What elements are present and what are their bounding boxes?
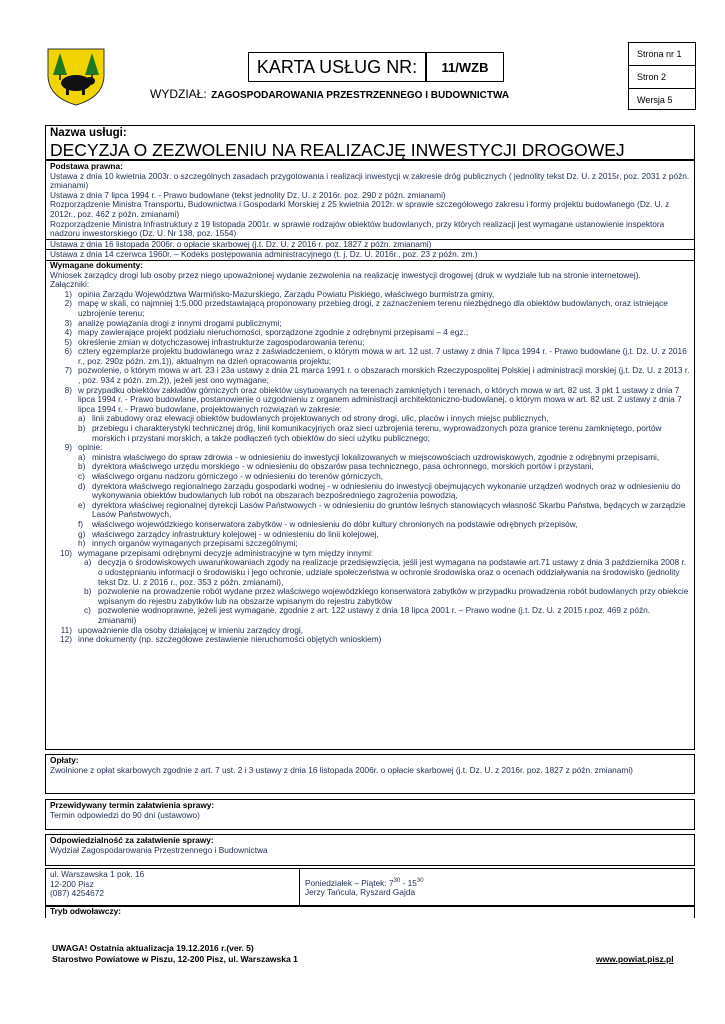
item-text: opinia Zarządu Województwa Warmińsko-Mazurskiego, Zarządu Powiatu Piskiego, właściwego burmistrza gminy, bbox=[78, 288, 495, 299]
item-number: 12) bbox=[60, 634, 72, 645]
page-info-box bbox=[628, 42, 696, 110]
appeal-label: Tryb odwoławczy: bbox=[50, 906, 121, 916]
sub-item-letter: c) bbox=[78, 471, 85, 481]
service-name: DECYZJA O ZEZWOLENIU NA REALIZACJĘ INWESTYCJI DROGOWEJ bbox=[50, 140, 625, 160]
contact-section bbox=[45, 868, 695, 906]
address-line: ul. Warszawska 1 pok. 16 bbox=[50, 869, 145, 879]
sub-item-text: właściwego zarządcy infrastruktury kolejowej - w odniesieniu do linii kolejowej, bbox=[92, 528, 379, 539]
item-number: 3) bbox=[64, 317, 72, 328]
item-number: 9) bbox=[64, 442, 72, 453]
sub-item-letter: a) bbox=[84, 557, 92, 568]
item-number: 7) bbox=[64, 365, 72, 376]
legal-basis-line: Ustawa z dnia 16 listopada 2006r. o opłacie skarbowej (j.t. Dz. U. z 2016 r. poz. 1827 z późn. zmianami) bbox=[46, 239, 694, 250]
hours-end-sup: 30 bbox=[416, 878, 424, 884]
deadline-text: Termin odpowiedzi do 90 dni (ustawowo) bbox=[50, 809, 200, 820]
item-number: 6) bbox=[64, 346, 72, 357]
legal-basis-line: Ustawa z dnia 14 czerwca 1960r. – Kodeks postępowania administracyjnego (t. j. Dz. U. 2016r., poz. 23 z późn. zm.) bbox=[46, 249, 694, 261]
item-number: 4) bbox=[64, 327, 72, 338]
list-item bbox=[50, 347, 690, 366]
deadline-section bbox=[45, 799, 695, 830]
responsibility-section bbox=[45, 834, 695, 866]
documents-label: Wymagane dokumenty: bbox=[50, 259, 143, 270]
sub-item bbox=[50, 587, 690, 606]
sub-item-text: decyzja o środowiskowych uwarunkowaniach zgody na realizacje przedsięwzięcia, jeśli jest wymagana na podstawie art.71 ustawy z dnia 3 października 2008 r. o udostępnianiu informacji o środowisku i jego ochronie, udziale społeczeństwa w ochronie środowiska oraz o ocenach oddziaływania na środowisko (jednolity tekst Dz. U. z 2016 r., poz. 353 z późn. zmianami), bbox=[98, 557, 687, 587]
item-text: analizę powiązania drogi z innymi drogami publicznymi; bbox=[78, 317, 282, 328]
fees-section bbox=[45, 754, 695, 794]
sub-item-letter: a) bbox=[78, 413, 86, 424]
address-line: 12-200 Pisz bbox=[50, 878, 94, 889]
sub-item-text: właściwego organu nadzoru górniczego - w odniesieniu do terenów górniczych, bbox=[92, 471, 384, 481]
item-number: 8) bbox=[64, 384, 72, 395]
sub-item-text: pozwolenie na prowadzenie robót wydane przez właściwego wojewódzkiego konserwatora zabytków w przypadku prowadzenia robót budowlanych przy obiekcie wpisanym do rejestru zabytków lub na obszarze wpisanym do rejestru zabytków bbox=[98, 586, 689, 606]
documents-intro: Wniosek zarządcy drogi lub osoby przez niego upoważnionej wydanie zezwolenia na realizację inwestycji drogowej (druk w wydziale lub na stronie internetowej). bbox=[50, 269, 641, 280]
sub-item-letter: b) bbox=[78, 461, 86, 472]
sub-item-letter: f) bbox=[78, 518, 84, 529]
hours-start-sup: 30 bbox=[393, 878, 401, 884]
sub-item bbox=[50, 558, 690, 587]
crest-logo bbox=[44, 45, 108, 107]
main-section bbox=[45, 160, 695, 750]
karta-number: 11/WZB bbox=[441, 59, 489, 75]
appeal-section bbox=[45, 906, 695, 918]
sub-item bbox=[50, 424, 690, 443]
legal-basis-line: Ustawa z dnia 10 kwietnia 2003r. o szczególnych zasadach przygotowania i realizacji inwestycji w zakresie dróg publicznych ( jednolity tekst Dz. U. z 2015r, poz. 2031 z późn. zmianami) bbox=[50, 170, 690, 191]
item-number: 11) bbox=[60, 624, 72, 635]
sub-item bbox=[50, 501, 690, 520]
responsibility-label: Odpowiedzialność za załatwienie sprawy: bbox=[50, 835, 214, 845]
item-text: mapy zawierające projekt podziału nieruchomości, sporządzone zgodnie z odrębnymi przepisami – 4 egz.; bbox=[78, 327, 469, 338]
page-info-version: Wersja 5 bbox=[637, 95, 673, 105]
sub-item-letter: a) bbox=[78, 451, 86, 462]
sub-item-letter: b) bbox=[78, 423, 86, 434]
phone-number: (087) 4254672 bbox=[50, 888, 104, 899]
item-number: 1) bbox=[64, 288, 72, 299]
sub-item-text: właściwego wojewódzkiego konserwatora zabytków - w odniesieniu do dóbr kultury chronionych na podstawie odrębnych przepisów, bbox=[92, 518, 578, 529]
item-text: cztery egzemplarze projektu budowlanego wraz z zaświadczeniem, o którym mowa w art. 12 ust. 7 ustawy z dnia 7 lipca 1994 r. - Prawo budowlane (j.t. Dz. U. z 2016 r., poz. 290z późn. zm.1)), aktualnym na dzień opracowania projektu; bbox=[78, 346, 687, 366]
sub-item-text: przebiegu i charakterystyki technicznej dróg, linii komunikacyjnych oraz sieci uzbrojenia terenu, wyprowadzonych poza granice terenu zamkniętego, portów morskich i przystani morskich, a także podłączeń tych obiektów do sieci użytku publicznego; bbox=[92, 423, 662, 443]
karta-label-box bbox=[248, 52, 426, 82]
sub-item bbox=[50, 482, 690, 501]
item-text: wymagane przepisami odrębnymi decyzje administracyjne w tym między innymi: bbox=[78, 547, 374, 558]
sub-item-text: dyrektora właściwego urzędu morskiego - w odniesieniu do obszarów pasa technicznego, pasa ochronnego, morskich portów i przystani, bbox=[92, 461, 594, 472]
item-text: określenie zmian w dotychczasowej infrastrukturze zagospodarowania terenu; bbox=[78, 336, 365, 347]
hours-sep: - 15 bbox=[400, 877, 417, 888]
item-number: 10) bbox=[60, 547, 72, 558]
fees-label: Opłaty: bbox=[50, 755, 79, 765]
sub-item-letter: d) bbox=[78, 480, 86, 491]
item-text: inne dokumenty (np. szczegółowe zestawienie nieruchomości objętych wnioskiem) bbox=[78, 634, 382, 645]
staff-names: Jerzy Tańcula, Ryszard Gajda bbox=[305, 887, 416, 898]
list-item bbox=[50, 386, 690, 415]
item-text: opinie: bbox=[78, 442, 103, 453]
page-info-pages: Stron 2 bbox=[629, 66, 695, 89]
sub-item-letter: b) bbox=[84, 586, 92, 597]
sub-item-text: dyrektora właściwej regionalnej dyrekcji Lasów Państwowych - w odniesieniu do gruntów leśnych stanowiących własność Skarbu Państwa, będących w zarządzie Lasów Państwowych, bbox=[92, 499, 686, 520]
attachments-label: Załączniki: bbox=[50, 279, 90, 290]
sub-item-text: ministra właściwego do spraw zdrowia - w odniesieniu do inwestycji lokalizowanych w miejscowościach uzdrowiskowych, zgodnie z odrębnymi przepisami, bbox=[92, 451, 660, 462]
karta-label: KARTA USŁUG NR: bbox=[256, 56, 418, 77]
item-number: 2) bbox=[64, 298, 72, 309]
sub-item-letter: h) bbox=[78, 538, 86, 549]
service-name-section bbox=[45, 125, 695, 160]
list-item bbox=[50, 366, 690, 385]
legal-basis-label: Podstawa prawna: bbox=[50, 161, 123, 171]
contact-hours bbox=[300, 869, 429, 905]
department-line bbox=[150, 85, 620, 103]
karta-number-box bbox=[426, 52, 504, 82]
page-info-page: Strona nr 1 bbox=[629, 43, 695, 66]
sub-item-text: pozwolenie wodnoprawne, jeżeli jest wymagane, zgodnie z art. 122 ustawy z dnia 18 lipca 2001 r. – Prawo wodne (j.t. Dz. U. z 2015 r.poz. 469 z późn. zmianami) bbox=[98, 605, 651, 625]
service-name-label: Nazwa usługi: bbox=[50, 127, 127, 139]
legal-basis-line: Ustawa z dnia 7 lipca 1994 r. - Prawo budowlane (tekst jednolity Dz. U. z 2016r. poz. 290 z późn. zmianami) bbox=[50, 189, 446, 200]
footer-address: Starostwo Powiatowe w Piszu, 12-200 Pisz, ul. Warszawska 1 bbox=[52, 954, 298, 964]
responsibility-text: Wydział Zagospodarowania Przestrzennego i Budownictwa bbox=[50, 844, 268, 855]
sub-item bbox=[50, 606, 690, 625]
sub-item-letter: c) bbox=[84, 605, 91, 616]
list-item bbox=[50, 299, 690, 318]
item-text: w przypadku obiektów zakładów górniczych oraz obiektów usytuowanych na terenach zamkniętych i terenach, o których mowa w art. 82 ust. 3 pkt 1 ustawy z dnia 7 lipca 1994 r. - Prawo budowlane, postanowienie o uzgodnieniu z organem administracji architektoniczno-budowlanej, o którym mowa w art. 82 ust. 2 ustawy z dnia 7 lipca 1994 r. - Prawo budowlane, projektowanych rozwiązań w zakresie: bbox=[78, 384, 682, 414]
sub-item-text: linii zabudowy oraz elewacji obiektów budowlanych projektowanych od strony drogi, ulic, placów i innych miejsc publicznych, bbox=[92, 413, 549, 424]
department-prefix: WYDZIAŁ: bbox=[150, 87, 207, 101]
item-text: upoważnienie dla osoby działającej w imieniu zarządcy drogi, bbox=[78, 624, 304, 635]
legal-basis-line: Rozporządzenie Ministra Infrastruktury z 19 listopada 2001r. w sprawie rodzajów obiektów budowlanych, przy których realizacji jest wymagane ustanowienie inspektora nadzoru inwestorskiego (Dz. U. Nr 138, poz. 1554) bbox=[50, 218, 665, 239]
contact-address bbox=[46, 869, 300, 905]
item-text: mapę w skali, co najmniej 1:5.000 przedstawiającą proponowany przebieg drogi, z zaznaczeniem terenu niezbędnego dla obiektów budowlanych, oraz istniejące uzbrojenie terenu; bbox=[78, 298, 668, 318]
footer-update: UWAGA! Ostatnia aktualizacja 19.12.2016 r.(ver. 5) bbox=[52, 943, 254, 953]
sub-item-letter: g) bbox=[78, 528, 86, 539]
item-text: pozwolenie, o którym mowa w art. 23 i 23a ustawy z dnia 21 marca 1991 r. o obszarach morskich Rzeczypospolitej Polskiej i administracji morskiej (j.t. Dz. U. z 2013 r. , poz. 934 z późn. zm.2)), jeżeli jest ono wymagane; bbox=[78, 365, 690, 386]
deadline-label: Przewidywany termin załatwienia sprawy: bbox=[50, 800, 215, 810]
list-item bbox=[50, 635, 690, 645]
sub-item-text: dyrektora właściwego regionalnego zarządu gospodarki wodnej - w odniesieniu do inwestycji obejmujących wykonanie urządzeń wodnych oraz w odniesieniu do wykonywania obiektów budowlanych lub robót na obszarach bezpośredniego zagrożenia powodzią, bbox=[92, 480, 681, 501]
item-number: 5) bbox=[64, 336, 72, 347]
department-name: ZAGOSPODAROWANIA PRZESTRZENNEGO I BUDOWNICTWA bbox=[211, 90, 510, 101]
hours-prefix: Poniedziałek – Piątek: 7 bbox=[305, 877, 394, 888]
sub-item-letter: e) bbox=[78, 499, 86, 510]
footer-website-link[interactable]: www.powiat.pisz.pl bbox=[596, 954, 674, 964]
fees-text: Zwolnione z opłat skarbowych zgodnie z art. 7 ust. 2 i 3 ustawy z dnia 16 listopada 2006r. o opłacie skarbowej (j.t. Dz. U. z 2016r. poz. 1827 z późn. zmianami) bbox=[50, 764, 633, 775]
legal-basis-line: Rozporządzenie Ministra Transportu, Budownictwa i Gospodarki Morskiej z 25 kwietnia 2012r. w sprawie szczegółowego zakresu i formy projektu budowlanego (Dz. U. z 2012r., poz. 462 z późn. zmianami) bbox=[50, 199, 670, 219]
sub-item-text: innych organów wymaganych przepisami szczególnymi; bbox=[92, 538, 298, 549]
